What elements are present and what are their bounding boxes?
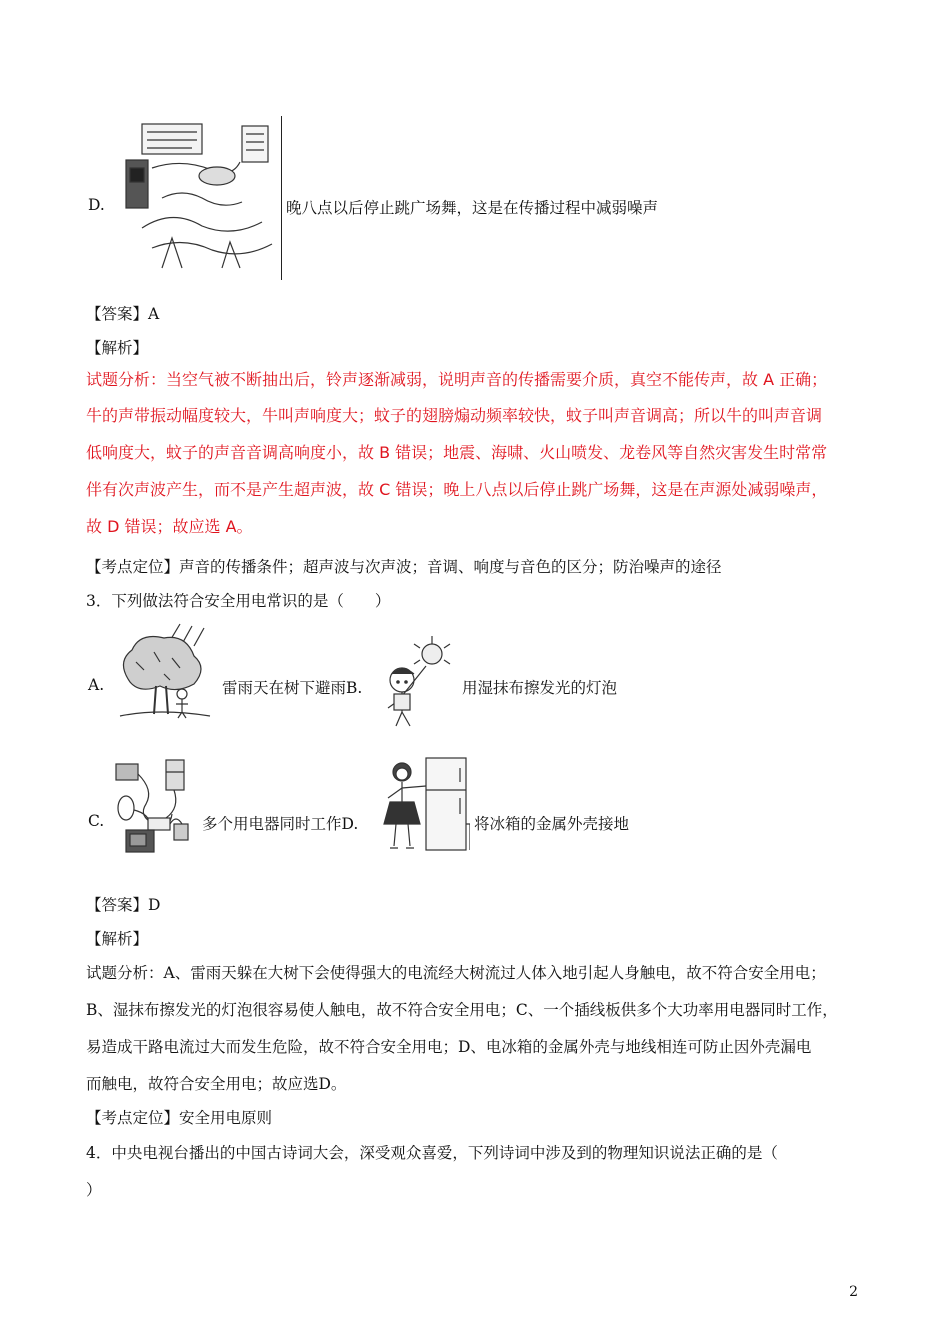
q2-option-d-text: 晚八点以后停止跳广场舞，这是在传播过程中减弱噪声: [286, 199, 659, 217]
grounded-fridge-illustration: [380, 754, 470, 854]
tree-in-rain-illustration: [110, 622, 216, 722]
q3-option-d-text: 将冰箱的金属外壳接地: [474, 815, 630, 833]
q3-analysis-line-1: 试题分析：A、雷雨天躲在大树下会使得强大的电流经大树流过人体入地引起人身触电，故不符合安全用电；: [86, 964, 826, 982]
square-dance-illustration: [112, 118, 282, 278]
wiping-bulb-illustration: [380, 636, 460, 728]
q3-option-a-text: 雷雨天在树下避雨B.: [222, 679, 363, 697]
divider-line: [281, 116, 282, 280]
q3-answer: 【答案】D: [86, 896, 161, 914]
q2-analysis-line-3: 低响度大，蚊子的声音音调高响度小，故 B 错误；地震、海啸、火山喷发、龙卷风等自然灾害发生时常常: [86, 443, 828, 462]
q2-analysis-line-4: 伴有次声波产生，而不是产生超声波，故 C 错误；晚上八点以后停止跳广场舞，这是在声源处减弱噪声，: [86, 480, 828, 499]
q3-analysis-line-3: 易造成干路电流过大而发生危险，故不符合安全用电；D、电冰箱的金属外壳与地线相连可防止因外壳漏电: [86, 1038, 812, 1056]
q4-stem-line-2: ）: [86, 1181, 102, 1199]
q3-kaodian: 【考点定位】安全用电原则: [86, 1109, 273, 1127]
q4-stem-line-1: 4．中央电视台播出的中国古诗词大会，深受观众喜爱，下列诗词中涉及到的物理知识说法正确的是（: [86, 1144, 778, 1162]
q2-option-d-label: D.: [88, 196, 105, 214]
page-number: 2: [849, 1284, 858, 1300]
q2-analysis-line-1: 试题分析：当空气被不断抽出后，铃声逐渐减弱，说明声音的传播需要介质，真空不能传声，故 A 正确；: [86, 370, 828, 389]
q3-analysis-line-2: B、湿抹布擦发光的灯泡很容易使人触电，故不符合安全用电；C、一个插线板供多个大功率用电器同时工作，: [86, 1001, 838, 1019]
multiple-appliances-illustration: [110, 754, 200, 856]
q2-kaodian: 【考点定位】声音的传播条件；超声波与次声波；音调、响度与音色的区分；防治噪声的途径: [86, 558, 722, 576]
q2-analysis-line-2: 牛的声带振动幅度较大，牛叫声响度大；蚊子的翅膀煽动频率较快，蚊子叫声音调高；所以牛的叫声音调: [86, 406, 823, 425]
q3-analysis-line-4: 而触电，故符合安全用电；故应选D。: [86, 1075, 347, 1093]
q2-analysis-line-5: 故 D 错误；故应选 A。: [86, 517, 253, 536]
q3-stem: 3．下列做法符合安全用电常识的是（ ）: [86, 592, 391, 610]
q2-analysis-title: 【解析】: [86, 339, 149, 357]
q3-option-c-label: C.: [88, 812, 105, 830]
q3-option-c-text: 多个用电器同时工作D.: [202, 815, 359, 833]
q3-option-a-label: A.: [88, 676, 105, 694]
q2-answer: 【答案】A: [86, 305, 160, 323]
q3-analysis-title: 【解析】: [86, 930, 149, 948]
q3-option-b-text: 用湿抹布擦发光的灯泡: [462, 679, 618, 697]
